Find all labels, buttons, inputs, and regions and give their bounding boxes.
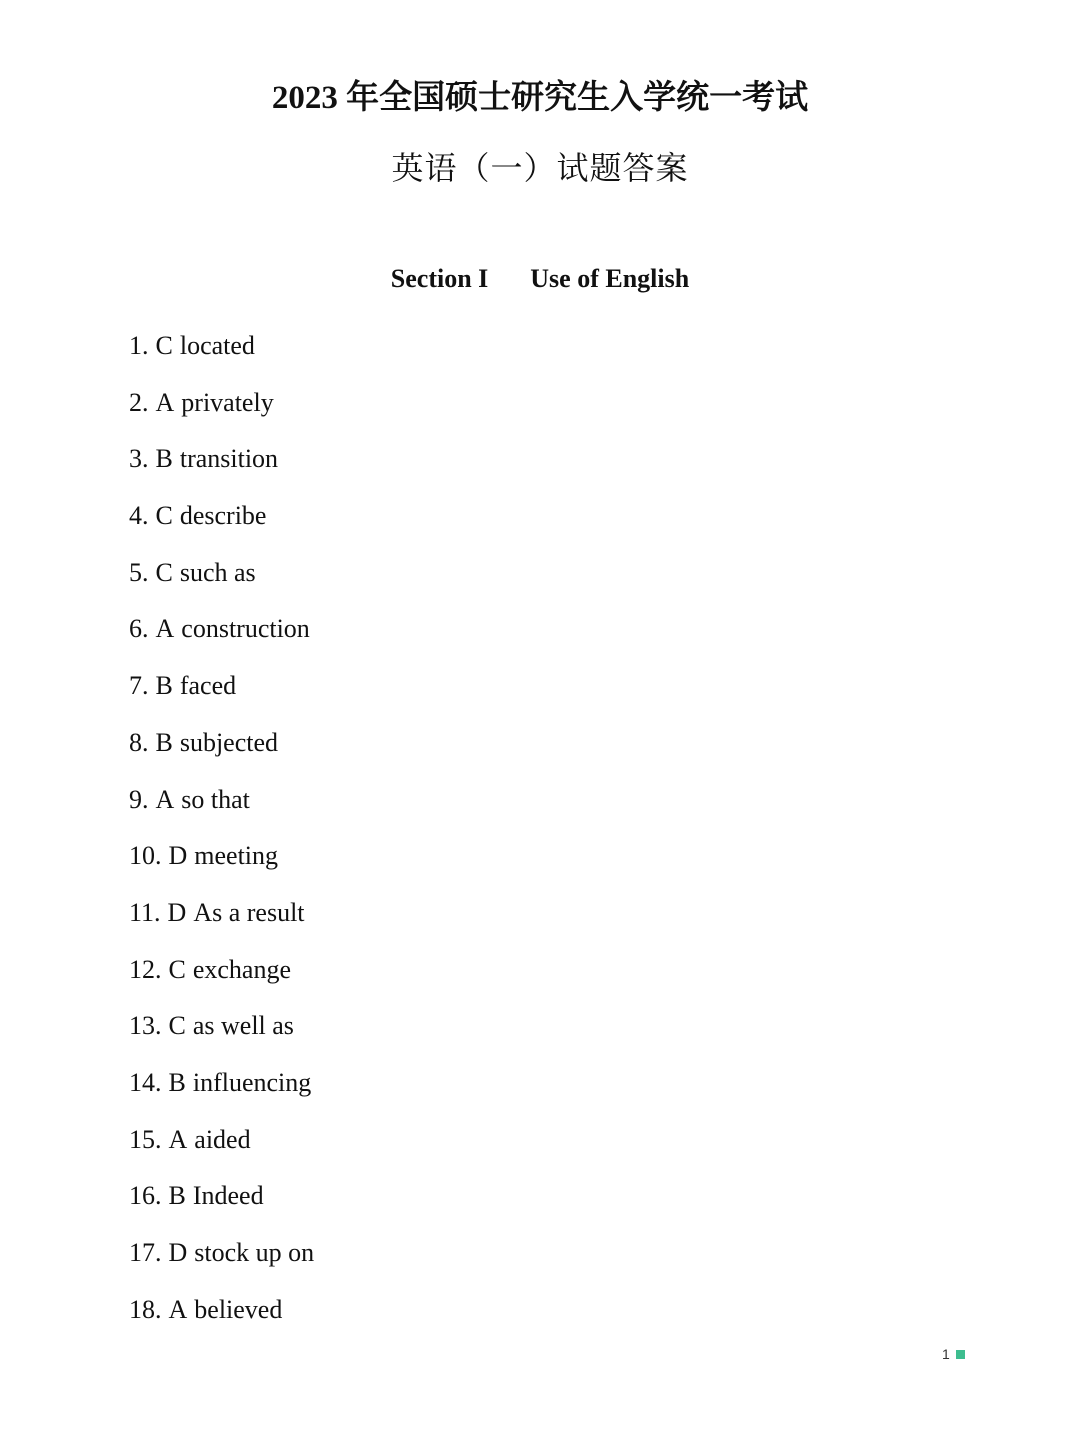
section-name: Use of English xyxy=(530,264,690,293)
answer-letter: B xyxy=(168,1067,186,1097)
answer-text: Indeed xyxy=(192,1181,264,1211)
answer-item xyxy=(129,782,314,839)
answer-number: 17. xyxy=(129,1238,162,1267)
answer-number: 11. xyxy=(129,897,161,927)
answer-letter: C xyxy=(155,557,173,587)
answer-item xyxy=(129,1292,314,1349)
answer-number: 6. xyxy=(129,614,149,644)
answer-letter: D xyxy=(168,841,188,871)
answer-letter: B xyxy=(168,1181,186,1211)
answer-text: aided xyxy=(194,1124,251,1154)
answer-number: 4. xyxy=(129,501,149,531)
answer-text: such as xyxy=(179,557,256,587)
answer-text: influencing xyxy=(192,1067,312,1097)
answer-item xyxy=(129,668,314,725)
answer-item xyxy=(129,1122,314,1179)
answer-text: so that xyxy=(181,784,250,814)
answer-number: 5. xyxy=(129,557,149,587)
answer-text: construction xyxy=(181,614,310,644)
document-title: 2023 年全国硕士研究生入学统一考试 xyxy=(271,80,809,116)
answer-item xyxy=(129,895,314,952)
answer-letter: A xyxy=(155,614,175,644)
answer-letter: A xyxy=(155,387,175,417)
answer-text: As a result xyxy=(193,897,305,927)
answer-number: 9. xyxy=(129,784,149,814)
answer-letter: A xyxy=(168,1124,188,1154)
answer-number: 12. xyxy=(129,954,162,984)
answer-letter: C xyxy=(155,331,173,360)
answer-letter: B xyxy=(155,671,173,701)
answer-letter: A xyxy=(168,1294,188,1324)
answer-item xyxy=(129,952,314,1009)
answer-text: exchange xyxy=(192,954,292,984)
answer-item xyxy=(129,611,314,668)
answer-text: located xyxy=(179,331,255,360)
answer-letter: D xyxy=(167,897,187,927)
section-heading xyxy=(0,262,1080,296)
answer-letter: D xyxy=(168,1238,188,1267)
answer-letter: B xyxy=(155,727,173,757)
answer-number: 14. xyxy=(129,1067,162,1097)
answer-number: 2. xyxy=(129,387,149,417)
answer-number: 1. xyxy=(129,331,149,360)
answer-text: faced xyxy=(179,671,237,701)
answer-letter: C xyxy=(155,501,173,531)
answer-letter: C xyxy=(168,954,186,984)
answer-item xyxy=(129,838,314,895)
answer-number: 15. xyxy=(129,1124,162,1154)
answer-item xyxy=(129,555,314,612)
answer-letter: A xyxy=(155,784,175,814)
answer-item xyxy=(129,1065,314,1122)
section-number: Section I xyxy=(390,264,489,293)
answer-list xyxy=(129,328,314,1348)
answer-item xyxy=(129,498,314,555)
answer-text: believed xyxy=(194,1294,283,1324)
answer-number: 3. xyxy=(129,444,149,474)
answer-text: stock up on xyxy=(194,1238,315,1267)
answer-text: privately xyxy=(181,387,274,417)
page-number-text: 1 xyxy=(942,1346,950,1362)
answer-item xyxy=(129,1008,314,1065)
answer-text: as well as xyxy=(192,1011,294,1041)
answer-text: meeting xyxy=(194,841,279,871)
document-subtitle: 英语（一）试题答案 xyxy=(391,150,689,186)
answer-text: transition xyxy=(179,444,279,474)
answer-number: 13. xyxy=(129,1011,162,1041)
answer-number: 16. xyxy=(129,1181,162,1211)
answer-number: 8. xyxy=(129,727,149,757)
answer-letter: C xyxy=(168,1011,186,1041)
answer-number: 18. xyxy=(129,1294,162,1324)
answer-item xyxy=(129,1178,314,1235)
answer-letter: B xyxy=(155,444,173,474)
answer-item xyxy=(129,725,314,782)
answer-text: describe xyxy=(179,501,267,531)
answer-item xyxy=(129,441,314,498)
answer-text: subjected xyxy=(179,727,279,757)
answer-number: 7. xyxy=(129,671,149,701)
answer-number: 10. xyxy=(129,841,162,871)
answer-item xyxy=(129,328,314,385)
answer-item xyxy=(129,385,314,442)
page-number xyxy=(942,1345,965,1363)
answer-item xyxy=(129,1235,314,1292)
page-marker-icon xyxy=(956,1350,965,1359)
